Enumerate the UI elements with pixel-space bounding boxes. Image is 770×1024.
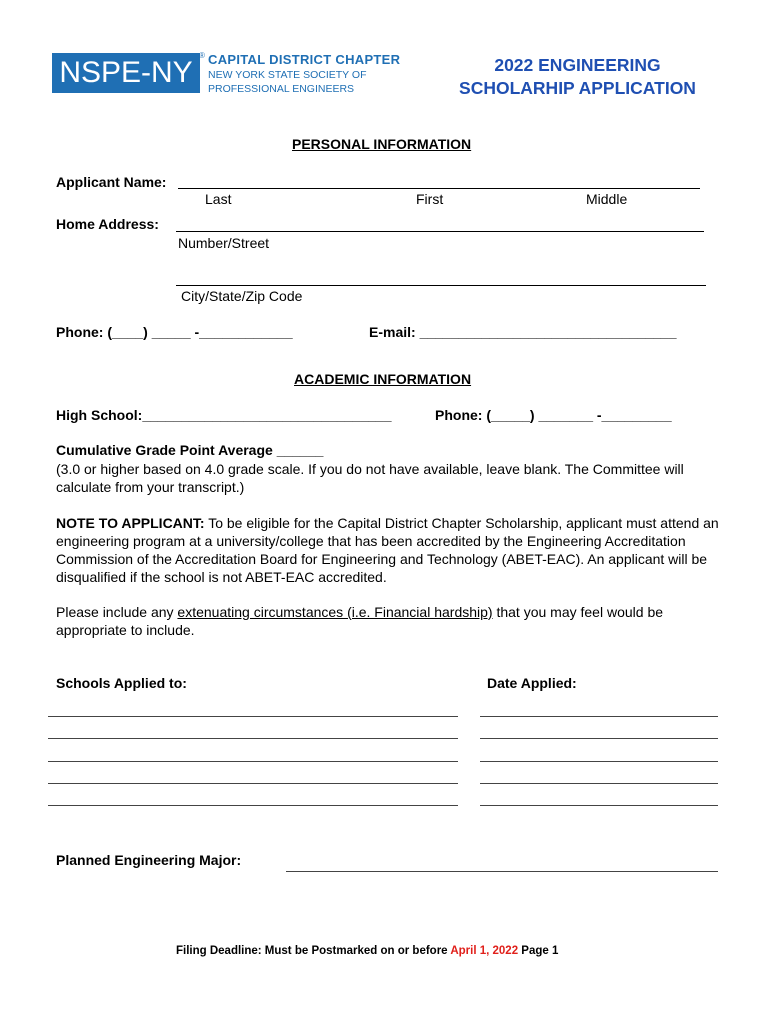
date-line-3[interactable] [480,761,718,762]
footer-page: Page 1 [518,945,559,957]
document-title [440,54,715,100]
home-address-label: Home Address: [56,216,159,232]
engineering-major-field[interactable] [286,871,718,872]
number-street-caption: Number/Street [178,235,270,251]
logo-society-line2: PROFESSIONAL ENGINEERS [208,83,355,95]
logo-chapter-name: CAPITAL DISTRICT CHAPTER [208,52,401,67]
school-line-4[interactable] [48,783,458,784]
last-name-caption: Last [205,191,232,207]
footer-deadline-date: April 1, 2022 [450,945,519,957]
address-city-field[interactable] [176,285,706,286]
high-school-field[interactable]: High School:________________________________ [56,407,392,423]
nspe-ny-logo: NSPE-NY [52,53,200,93]
gpa-note: (3.0 or higher based on 4.0 grade scale. If you do not have available, leave blank. The Committee will calculate from your transcript.) [56,461,684,495]
personal-info-heading: PERSONAL INFORMATION [292,136,472,152]
school-line-5[interactable] [48,805,458,806]
note-lead: NOTE TO APPLICANT: [56,515,205,531]
note-to-applicant [56,514,726,586]
circumstances-underlined: extenuating circumstances (i.e. Financial hardship) [177,604,493,620]
address-street-field[interactable] [176,231,704,232]
email-field[interactable]: E-mail: _________________________________ [369,324,677,340]
school-line-3[interactable] [48,761,458,762]
title-line-1: 2022 ENGINEERING [494,55,661,75]
applicant-name-field[interactable] [178,188,700,189]
date-line-5[interactable] [480,805,718,806]
city-state-zip-caption: City/State/Zip Code [181,288,303,304]
school-phone-field[interactable]: Phone: (_____) _______ -_________ [435,407,672,423]
date-line-1[interactable] [480,716,718,717]
engineering-major-label: Planned Engineering Major: [56,852,242,868]
middle-name-caption: Middle [586,191,628,207]
gpa-field[interactable]: Cumulative Grade Point Average ______ [56,442,324,458]
note-body: To be eligible for the Capital District Chapter Scholarship, applicant must attend an engineering program at a university/college that has been accredited by the Engineering Accreditation Commission of the Accreditation Board for Engineering and Technology (ABET-EAC). An applicant will be disqualified if the school is not ABET-EAC accredited. [56,515,719,585]
school-line-1[interactable] [48,716,458,717]
circumstances-paragraph [56,603,716,639]
phone-field[interactable]: Phone: (____) _____ -____________ [56,324,293,340]
circumstances-post: that you may feel would be appropriate to include. [56,604,664,638]
academic-info-heading: ACADEMIC INFORMATION [294,371,472,387]
school-line-2[interactable] [48,738,458,739]
date-line-4[interactable] [480,783,718,784]
schools-applied-label: Schools Applied to: [56,675,187,691]
footer-pre: Filing Deadline: Must be Postmarked on or before [176,945,451,957]
logo-registered-mark: ® [199,51,205,60]
filing-deadline-footer [176,945,558,957]
logo-society-line1: NEW YORK STATE SOCIETY OF [208,69,367,81]
applicant-name-label: Applicant Name: [56,174,167,190]
date-line-2[interactable] [480,738,718,739]
title-line-2: SCHOLARHIP APPLICATION [459,78,696,98]
first-name-caption: First [416,191,444,207]
circumstances-pre: Please include any [56,604,178,620]
date-applied-label: Date Applied: [487,675,577,691]
